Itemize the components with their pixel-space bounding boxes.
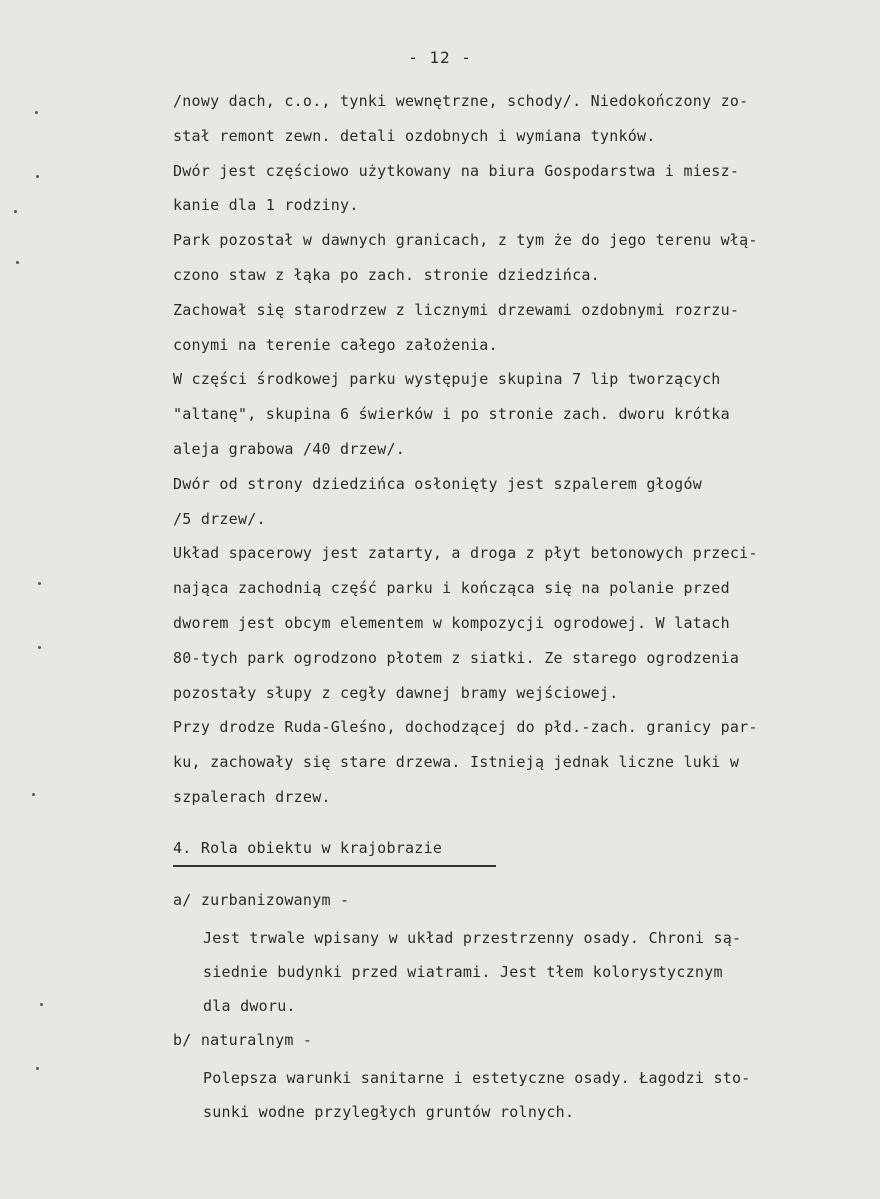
body-line: szpalerach drzew.: [173, 788, 331, 806]
margin-speck: [16, 261, 19, 264]
body-line: kanie dla 1 rodziny.: [173, 196, 359, 215]
subsection-b-line: Polepsza warunki sanitarne i estetyczne osady. Łagodzi sto-: [203, 1069, 751, 1087]
body-line: pozostały słupy z cegły dawnej bramy wejściowej.: [173, 683, 619, 702]
body-line: dworem jest obcym elementem w kompozycji ogrodowej. W latach: [173, 614, 730, 632]
body-line: Dwór jest częściowo użytkowany na biura Gospodarstwa i miesz-: [173, 161, 740, 180]
margin-speck: [36, 175, 39, 178]
margin-speck: [38, 582, 41, 585]
subsection-a-line: siednie budynki przed wiatrami. Jest tłem kolorystycznym: [203, 963, 723, 981]
body-line: 80-tych park ogrodzono płotem z siatki. Ze starego ogrodzenia: [173, 648, 740, 667]
page-number: - 12 -: [408, 48, 472, 67]
margin-speck: [14, 210, 17, 213]
body-line: Układ spacerowy jest zatarty, a droga z płyt betonowych przeci-: [173, 544, 758, 563]
subsection-b-label: b/ naturalnym -: [173, 1031, 313, 1049]
body-line: ku, zachowały się stare drzewa. Istnieją jednak liczne luki w: [173, 753, 740, 772]
body-line: stał remont zewn. detali ozdobnych i wymiana tynków.: [173, 126, 656, 145]
margin-speck: [32, 793, 35, 796]
heading-underline: [173, 865, 496, 867]
subsection-a-label: a/ zurbanizowanym -: [173, 891, 350, 909]
subsection-a-line: dla dworu.: [203, 997, 296, 1015]
body-line: Dwór od strony dziedzińca osłonięty jest szpalerem głogów: [173, 474, 703, 493]
margin-speck: [36, 1067, 39, 1070]
body-line: Przy drodze Ruda-Gleśno, dochodzącej do płd.-zach. granicy par-: [173, 718, 758, 737]
margin-speck: [35, 111, 38, 114]
body-line: W części środkowej parku występuje skupina 7 lip tworzących: [173, 370, 721, 389]
margin-speck: [38, 646, 41, 649]
body-line: czono staw z łąka po zach. stronie dziedzińca.: [173, 266, 600, 284]
body-line: Park pozostał w dawnych granicach, z tym że do jego terenu włą-: [173, 231, 758, 250]
body-line: nająca zachodnią część parku i kończąca się na polanie przed: [173, 579, 730, 598]
body-line: "altanę", skupina 6 świerków i po stronie zach. dworu krótka: [173, 405, 730, 424]
body-line: Zachował się starodrzew z licznymi drzewami ozdobnymi rozrzu-: [173, 300, 740, 319]
subsection-b-line: sunki wodne przyległych gruntów rolnych.: [203, 1103, 575, 1121]
subsection-a-line: Jest trwale wpisany w układ przestrzenny osady. Chroni są-: [203, 929, 742, 947]
body-line: conymi na terenie całego założenia.: [173, 335, 498, 354]
body-line: /5 drzew/.: [173, 509, 266, 528]
margin-speck: [40, 1003, 43, 1006]
body-line: aleja grabowa /40 drzew/.: [173, 440, 406, 458]
section-heading: 4. Rola obiektu w krajobrazie: [173, 839, 443, 857]
body-line: /nowy dach, c.o., tynki wewnętrzne, schody/. Niedokończony zo-: [173, 92, 749, 110]
